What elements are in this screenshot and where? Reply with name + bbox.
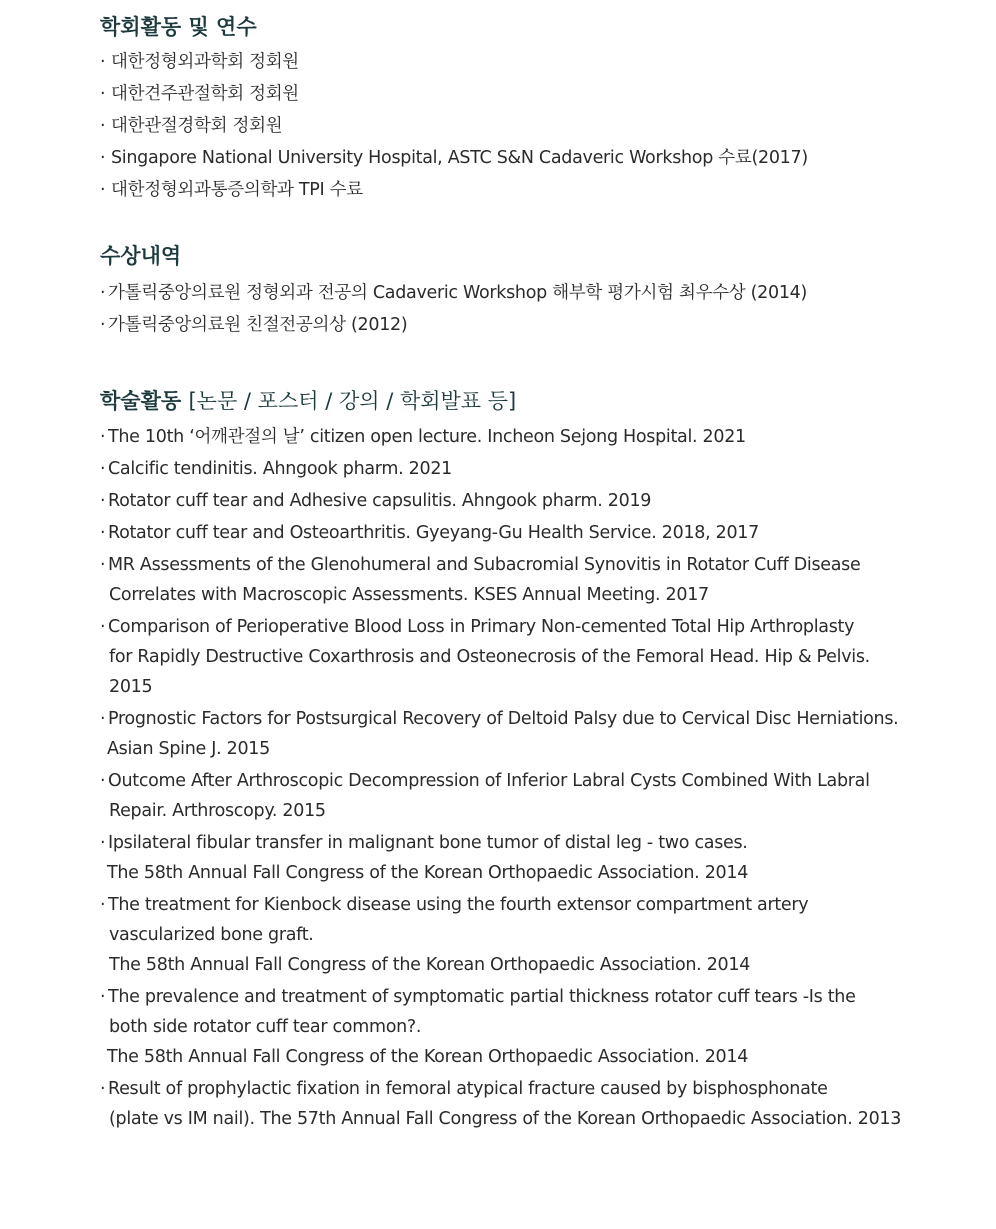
bullet-icon: · [100, 427, 106, 447]
memberships-section [100, 12, 960, 206]
bullet-icon: · [100, 148, 106, 168]
bullet-icon: · [100, 283, 106, 303]
bullet-icon: · [100, 709, 106, 729]
publication-text: Prognostic Factors for Postsurgical Recovery of Deltoid Palsy due to Cervical Disc Herniations. [108, 709, 899, 729]
publication-item [100, 828, 960, 888]
memberships-item-text: 대한정형외과학회 정회원 [111, 52, 299, 72]
publication-text: The prevalence and treatment of symptomatic partial thickness rotator cuff tears -Is the [108, 987, 856, 1007]
publication-item [100, 766, 960, 826]
publication-line: 2015 [109, 677, 153, 697]
publication-item [100, 1074, 960, 1134]
publication-line: (plate vs IM nail). The 57th Annual Fall Congress of the Korean Orthopaedic Association. 2013 [109, 1109, 902, 1129]
memberships-item-text: 대한관절경학회 정회원 [111, 116, 283, 136]
publication-text: Ipsilateral fibular transfer in malignant bone tumor of distal leg - two cases. [108, 833, 748, 853]
bullet-icon: · [100, 833, 106, 853]
publication-text: Rotator cuff tear and Osteoarthritis. Gyeyang-Gu Health Service. 2018, 2017 [108, 523, 759, 543]
publication-line [100, 828, 960, 858]
list-item [100, 174, 960, 206]
publication-line: vascularized bone graft. [109, 925, 314, 945]
publication-text: Comparison of Perioperative Blood Loss in Primary Non-cemented Total Hip Arthroplasty [108, 617, 855, 637]
publication-line [100, 1074, 960, 1104]
publication-line [100, 982, 960, 1012]
bullet-icon: · [100, 771, 106, 791]
awards-title: 수상내역 [100, 244, 182, 268]
publication-line [100, 422, 960, 452]
memberships-item-text: 대한견주관절학회 정회원 [111, 84, 299, 104]
awards-list [100, 277, 960, 341]
publication-text: MR Assessments of the Glenohumeral and Subacromial Synovitis in Rotator Cuff Disease [108, 555, 861, 575]
bullet-icon: · [100, 1079, 106, 1099]
publication-line: The 58th Annual Fall Congress of the Korean Orthopaedic Association. 2014 [109, 955, 751, 975]
publication-line: Asian Spine J. 2015 [107, 739, 270, 759]
memberships-list [100, 46, 960, 206]
bullet-icon: · [100, 315, 106, 335]
academic-heading [100, 386, 960, 416]
publication-item [100, 454, 960, 484]
publication-line [100, 550, 960, 580]
bullet-icon: · [100, 52, 106, 72]
bullet-icon: · [100, 523, 106, 543]
publication-line: for Rapidly Destructive Coxarthrosis and Osteonecrosis of the Femoral Head. Hip & Pelvis. [109, 647, 870, 667]
memberships-item-text: 대한정형외과통증의학과 TPI 수료 [111, 180, 363, 200]
list-item [100, 309, 960, 341]
academic-list [100, 422, 960, 1134]
publication-text: Calcific tendinitis. Ahngook pharm. 2021 [108, 459, 452, 479]
bullet-icon: · [100, 895, 106, 915]
bullet-icon: · [100, 617, 106, 637]
publication-line [100, 704, 960, 734]
list-item [100, 78, 960, 110]
bullet-icon: · [100, 459, 106, 479]
academic-section [100, 386, 960, 1136]
bullet-icon: · [100, 84, 106, 104]
bullet-icon: · [100, 555, 106, 575]
bullet-icon: · [100, 116, 106, 136]
publication-item [100, 486, 960, 516]
list-item [100, 277, 960, 309]
publication-item [100, 890, 960, 980]
publication-text: Outcome After Arthroscopic Decompression of Inferior Labral Cysts Combined With Labral [108, 771, 870, 791]
publication-item [100, 612, 960, 702]
publication-item [100, 704, 960, 764]
awards-item-text: 가톨릭중앙의료원 친절전공의상 (2012) [108, 315, 408, 335]
publication-line [100, 612, 960, 642]
awards-section [100, 241, 960, 341]
bullet-icon: · [100, 180, 106, 200]
publication-line [100, 454, 960, 484]
publication-text: The 10th ‘어깨관절의 날’ citizen open lecture. Incheon Sejong Hospital. 2021 [108, 427, 746, 447]
publication-item [100, 518, 960, 548]
publication-item [100, 982, 960, 1072]
publication-text: The treatment for Kienbock disease using the fourth extensor compartment artery [108, 895, 809, 915]
publication-line [100, 890, 960, 920]
publication-line [100, 518, 960, 548]
publication-text: Result of prophylactic fixation in femoral atypical fracture caused by bisphosphonate [108, 1079, 828, 1099]
memberships-title: 학회활동 및 연수 [100, 15, 257, 39]
academic-title: 학술활동 [100, 389, 182, 413]
bullet-icon: · [100, 491, 106, 511]
publication-line: The 58th Annual Fall Congress of the Korean Orthopaedic Association. 2014 [107, 863, 749, 883]
publication-line [100, 486, 960, 516]
list-item [100, 46, 960, 78]
memberships-item-text: Singapore National University Hospital, ASTC S&N Cadaveric Workshop 수료(2017) [111, 148, 808, 168]
publication-text: Rotator cuff tear and Adhesive capsulitis. Ahngook pharm. 2019 [108, 491, 652, 511]
bullet-icon: · [100, 987, 106, 1007]
publication-line: Repair. Arthroscopy. 2015 [109, 801, 326, 821]
publication-line: The 58th Annual Fall Congress of the Korean Orthopaedic Association. 2014 [107, 1047, 749, 1067]
list-item [100, 110, 960, 142]
publication-item [100, 550, 960, 610]
academic-subtitle: [논문 / 포스터 / 강의 / 학회발표 등] [188, 389, 517, 413]
publication-line: both side rotator cuff tear common?. [109, 1017, 422, 1037]
list-item [100, 142, 960, 174]
publication-line [100, 766, 960, 796]
awards-item-text: 가톨릭중앙의료원 정형외과 전공의 Cadaveric Workshop 해부학 평가시험 최우수상 (2014) [108, 283, 808, 303]
publication-line: Correlates with Macroscopic Assessments. KSES Annual Meeting. 2017 [109, 585, 709, 605]
publication-item [100, 422, 960, 452]
